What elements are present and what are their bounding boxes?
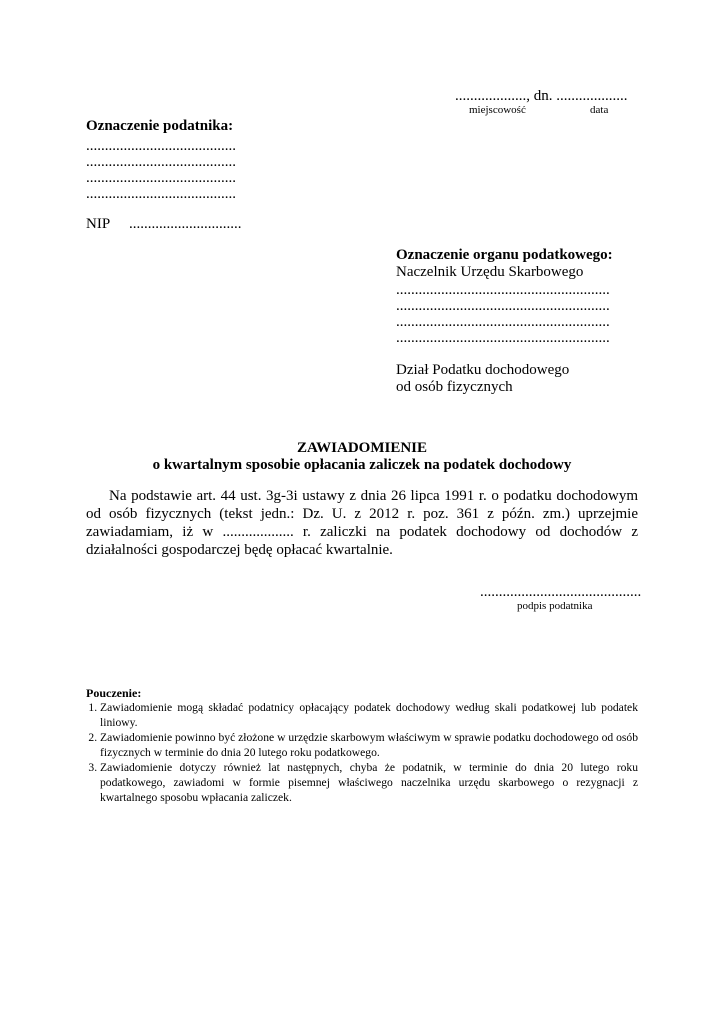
- note-item: 2. Zawiadomienie powinno być złożone w urzędzie skarbowym właściwym w sprawie podatku dochodowego od osób fizycznych w terminie do dnia 20 lutego roku podatkowego.: [100, 730, 638, 760]
- taxpayer-heading: Oznaczenie podatnika:: [86, 118, 234, 134]
- taxpayer-line[interactable]: ........................................: [86, 138, 236, 154]
- place-label: miejscowość: [469, 104, 526, 116]
- note-item: 1. Zawiadomienie mogą składać podatnicy opłacający podatek dochodowy według skali podatkowej lub podatek liniowy.: [100, 700, 638, 730]
- department-line-1: Dział Podatku dochodowego: [396, 362, 570, 378]
- authority-lines: [396, 282, 610, 346]
- document-title: ZAWIADOMIENIE: [296, 440, 428, 456]
- note-item: 3. Zawiadomienie dotyczy również lat następnych, chyba że podatnik, w terminie do dnia 20 lutego roku podatkowego, zawiadomi w formie pisemnej właściwego naczelnika urzędu skarbowego o rezygnacji z kwartalnego sposobu wpłacania zaliczek.: [100, 760, 638, 805]
- authority-line[interactable]: .........................................................: [396, 314, 610, 330]
- document-subtitle: o kwartalnym sposobie opłacania zaliczek na podatek dochodowy: [152, 457, 572, 473]
- notes-heading: Pouczenie:: [86, 686, 142, 700]
- authority-name: Naczelnik Urzędu Skarbowego: [396, 264, 584, 280]
- authority-line[interactable]: .........................................................: [396, 330, 610, 346]
- body-paragraph: Na podstawie art. 44 ust. 3g-3i ustawy z dnia 26 lipca 1991 r. o podatku dochodowym od osób fizycznych (tekst jedn.: Dz. U. z 2012 r. poz. 361 z późn. zm.) uprzejmie zawiadamiam, iż w ................... r. zaliczki na podatek dochodowy od dochodów z działalności gospodarczej będę opłacać kwartalnie.: [86, 488, 638, 558]
- nip-field[interactable]: ..............................: [129, 216, 242, 232]
- signature-label: podpis podatnika: [517, 600, 593, 612]
- place-date-line[interactable]: ..................., dn. ...................: [455, 88, 628, 104]
- department-line-2: od osób fizycznych: [396, 379, 513, 395]
- authority-line[interactable]: .........................................................: [396, 282, 610, 298]
- date-label: data: [590, 104, 609, 116]
- authority-heading: Oznaczenie organu podatkowego:: [396, 247, 613, 263]
- notes-list: [86, 700, 638, 805]
- taxpayer-line[interactable]: ........................................: [86, 186, 236, 202]
- taxpayer-lines: [86, 138, 236, 202]
- taxpayer-line[interactable]: ........................................: [86, 170, 236, 186]
- authority-line[interactable]: .........................................................: [396, 298, 610, 314]
- signature-line[interactable]: ...........................................: [480, 584, 642, 600]
- nip-label: NIP: [86, 216, 111, 232]
- taxpayer-line[interactable]: ........................................: [86, 154, 236, 170]
